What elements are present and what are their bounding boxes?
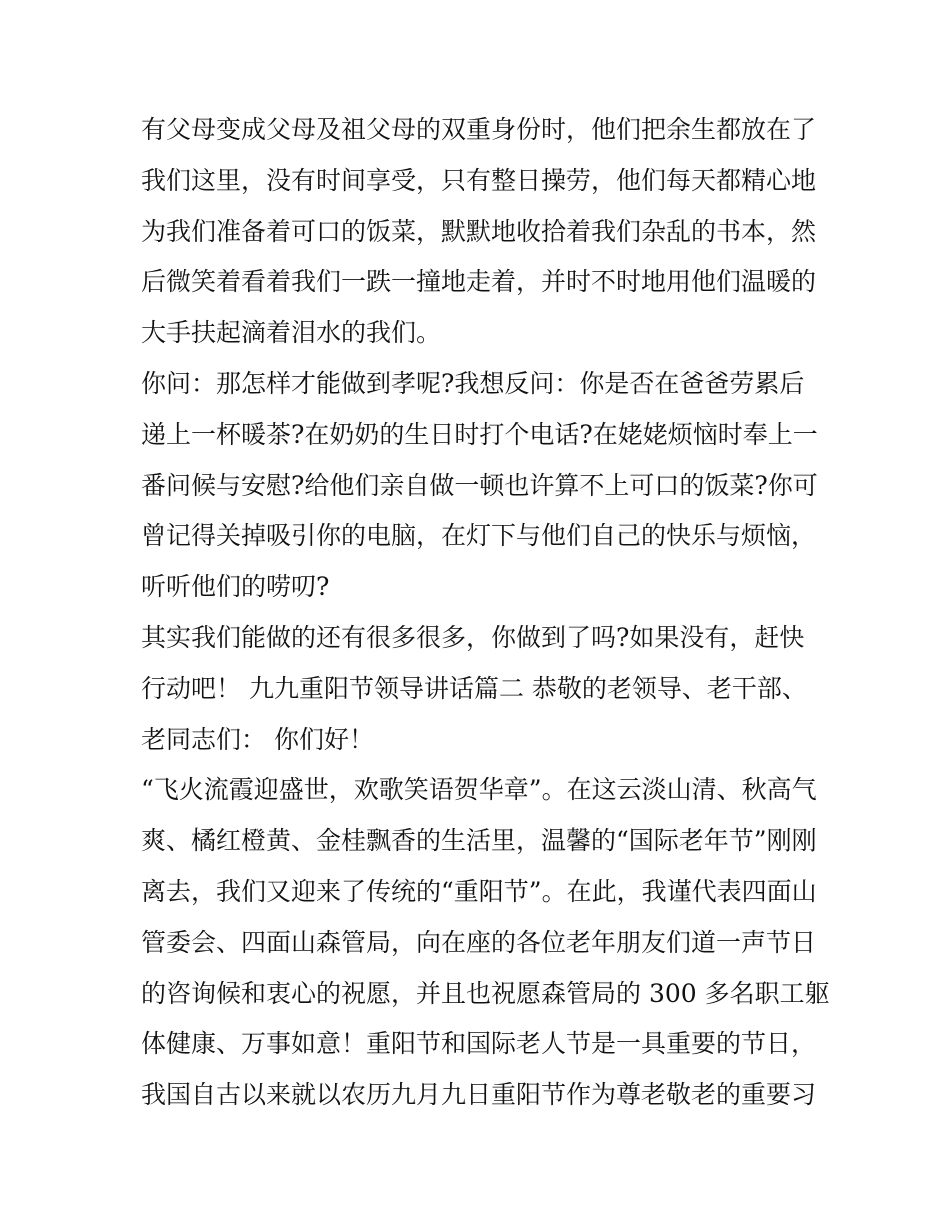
text-line: 行动吧！ 九九重阳节领导讲话篇二 恭敬的老领导、老干部、 (141, 673, 807, 703)
text-line: 后微笑着看着我们一跌一撞地走着，并时不时地用他们温暖的 (141, 267, 817, 297)
text-line: 我国自古以来就以农历九月九日重阳节作为尊老敬老的重要习 (141, 1080, 817, 1110)
body-text (141, 105, 830, 1121)
text-line: 的咨询候和衷心的祝愿，并且也祝愿森管局的 300 多名职工躯 (141, 978, 830, 1008)
text-line: 你问：那怎样才能做到孝呢?我想反问：你是否在爸爸劳累后 (141, 368, 805, 398)
text-line: 老同志们： 你们好！ (141, 724, 374, 754)
text-line: 为我们准备着可口的饭菜，默默地收拾着我们杂乱的书本，然 (141, 216, 817, 246)
text-line: 番问候与安慰?给他们亲自做一顿也许算不上可口的饭菜?你可 (141, 470, 818, 500)
text-line: 管委会、四面山森管局，向在座的各位老年朋友们道一声节日 (141, 927, 817, 957)
text-line: 我们这里，没有时间享受，只有整日操劳，他们每天都精心地 (141, 165, 817, 195)
text-line: 递上一杯暖茶?在奶奶的生日时打个电话?在姥姥烦恼时奉上一 (141, 419, 818, 449)
text-line: 大手扶起滴着泪水的我们。 (141, 318, 442, 348)
text-line: 体健康、万事如意！重阳节和国际老人节是一具重要的节日， (141, 1029, 817, 1059)
text-line: 听听他们的唠叨? (141, 572, 330, 602)
text-line: 离去，我们又迎来了传统的“重阳节”。在此，我谨代表四面山 (141, 876, 817, 906)
text-line: 曾记得关掉吸引你的电脑，在灯下与他们自己的快乐与烦恼， (141, 521, 817, 551)
text-line: 其实我们能做的还有很多很多，你做到了吗?如果没有，赶快 (141, 622, 805, 652)
text-line: 有父母变成父母及祖父母的双重身份时，他们把余生都放在了 (141, 115, 817, 144)
text-line: “飞火流霞迎盛世，欢歌笑语贺华章”。在这云淡山清、秋高气 (141, 775, 817, 805)
text-line: 爽、橘红橙黄、金桂飘香的生活里，温馨的“国际老年节”刚刚 (141, 826, 817, 856)
